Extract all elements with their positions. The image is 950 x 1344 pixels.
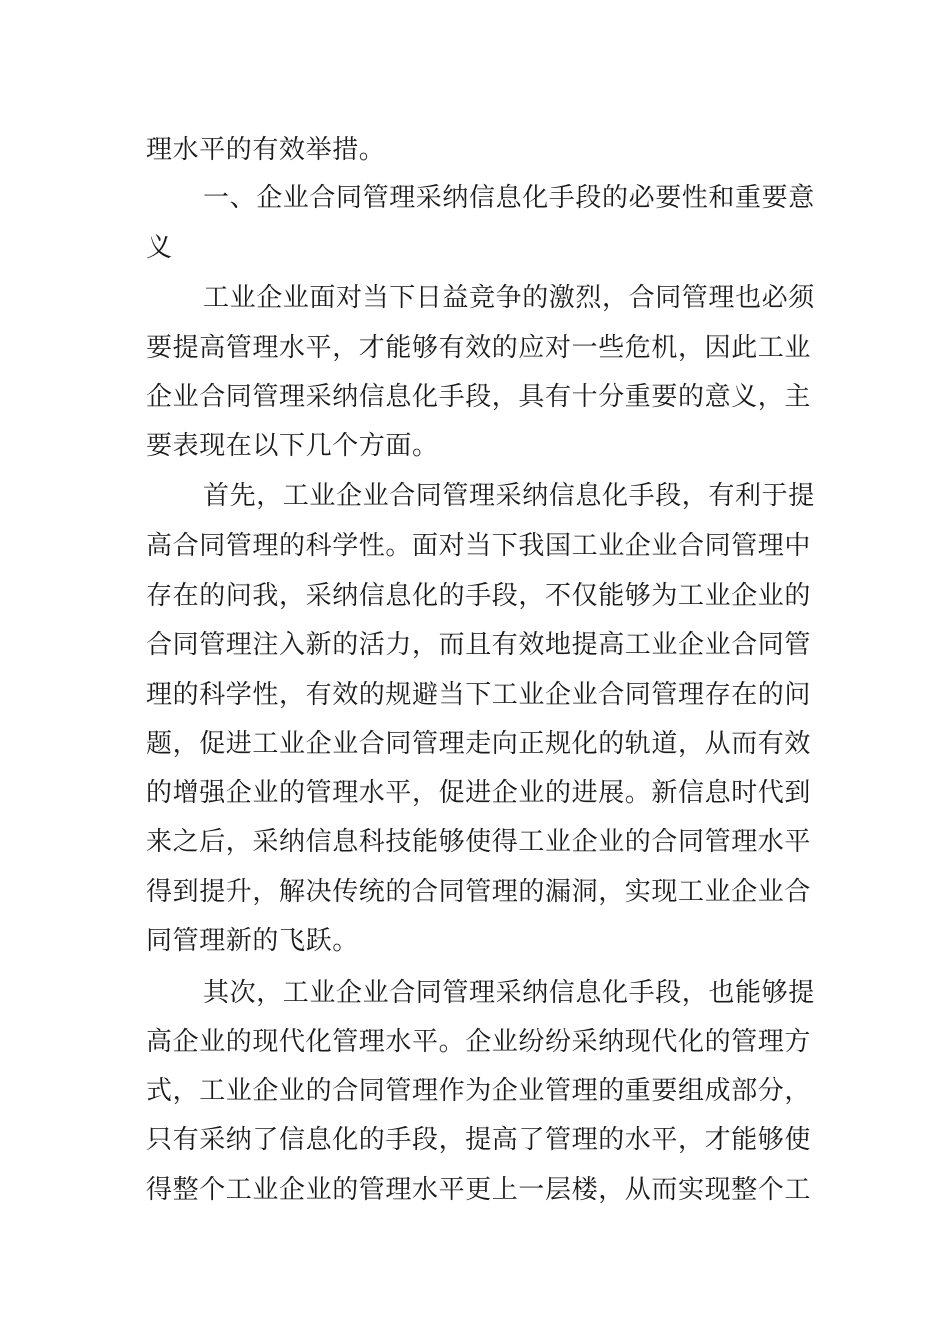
text-line: 得整个工业企业的管理水平更上一层楼，从而实现整个工	[146, 1175, 812, 1205]
text-line: 高合同管理的科学性。面对当下我国工业企业合同管理中	[146, 531, 812, 561]
text-line: 理水平的有效举措。	[146, 135, 386, 165]
text-line: 理的科学性，有效的规避当下工业企业合同管理存在的问	[146, 680, 812, 710]
section-heading-line: 一、企业合同管理采纳信息化手段的必要性和重要意	[203, 183, 815, 213]
paragraph-first-line: 首先，工业企业合同管理采纳信息化手段，有利于提	[203, 481, 815, 511]
text-line: 只有采纳了信息化的手段，提高了管理的水平，才能够使	[146, 1125, 812, 1155]
text-line: 式，工业企业的合同管理作为企业管理的重要组成部分，	[146, 1076, 812, 1106]
text-line: 合同管理注入新的活力，而且有效地提高工业企业合同管	[146, 630, 812, 660]
text-line: 的增强企业的管理水平，促进企业的进展。新信息时代到	[146, 778, 812, 808]
paragraph-first-line: 其次，工业企业合同管理采纳信息化手段，也能够提	[203, 978, 815, 1008]
text-line: 来之后，采纳信息科技能够使得工业企业的合同管理水平	[146, 827, 812, 857]
text-line: 高企业的现代化管理水平。企业纷纷采纳现代化的管理方	[146, 1027, 812, 1057]
text-line: 同管理新的飞跃。	[146, 926, 359, 956]
text-line: 企业合同管理采纳信息化手段，具有十分重要的意义，主	[146, 382, 812, 412]
text-line: 要提高管理水平，才能够有效的应对一些危机，因此工业	[146, 333, 812, 363]
text-line: 存在的问我，采纳信息化的手段，不仅能够为工业企业的	[146, 581, 812, 611]
paragraph-first-line: 工业企业面对当下日益竞争的激烈，合同管理也必须	[203, 283, 815, 313]
text-line: 题，促进工业企业合同管理走向正规化的轨道，从而有效	[146, 729, 812, 759]
section-heading-line: 义	[146, 233, 173, 263]
text-line: 得到提升，解决传统的合同管理的漏洞，实现工业企业合	[146, 877, 812, 907]
text-line: 要表现在以下几个方面。	[146, 431, 439, 461]
